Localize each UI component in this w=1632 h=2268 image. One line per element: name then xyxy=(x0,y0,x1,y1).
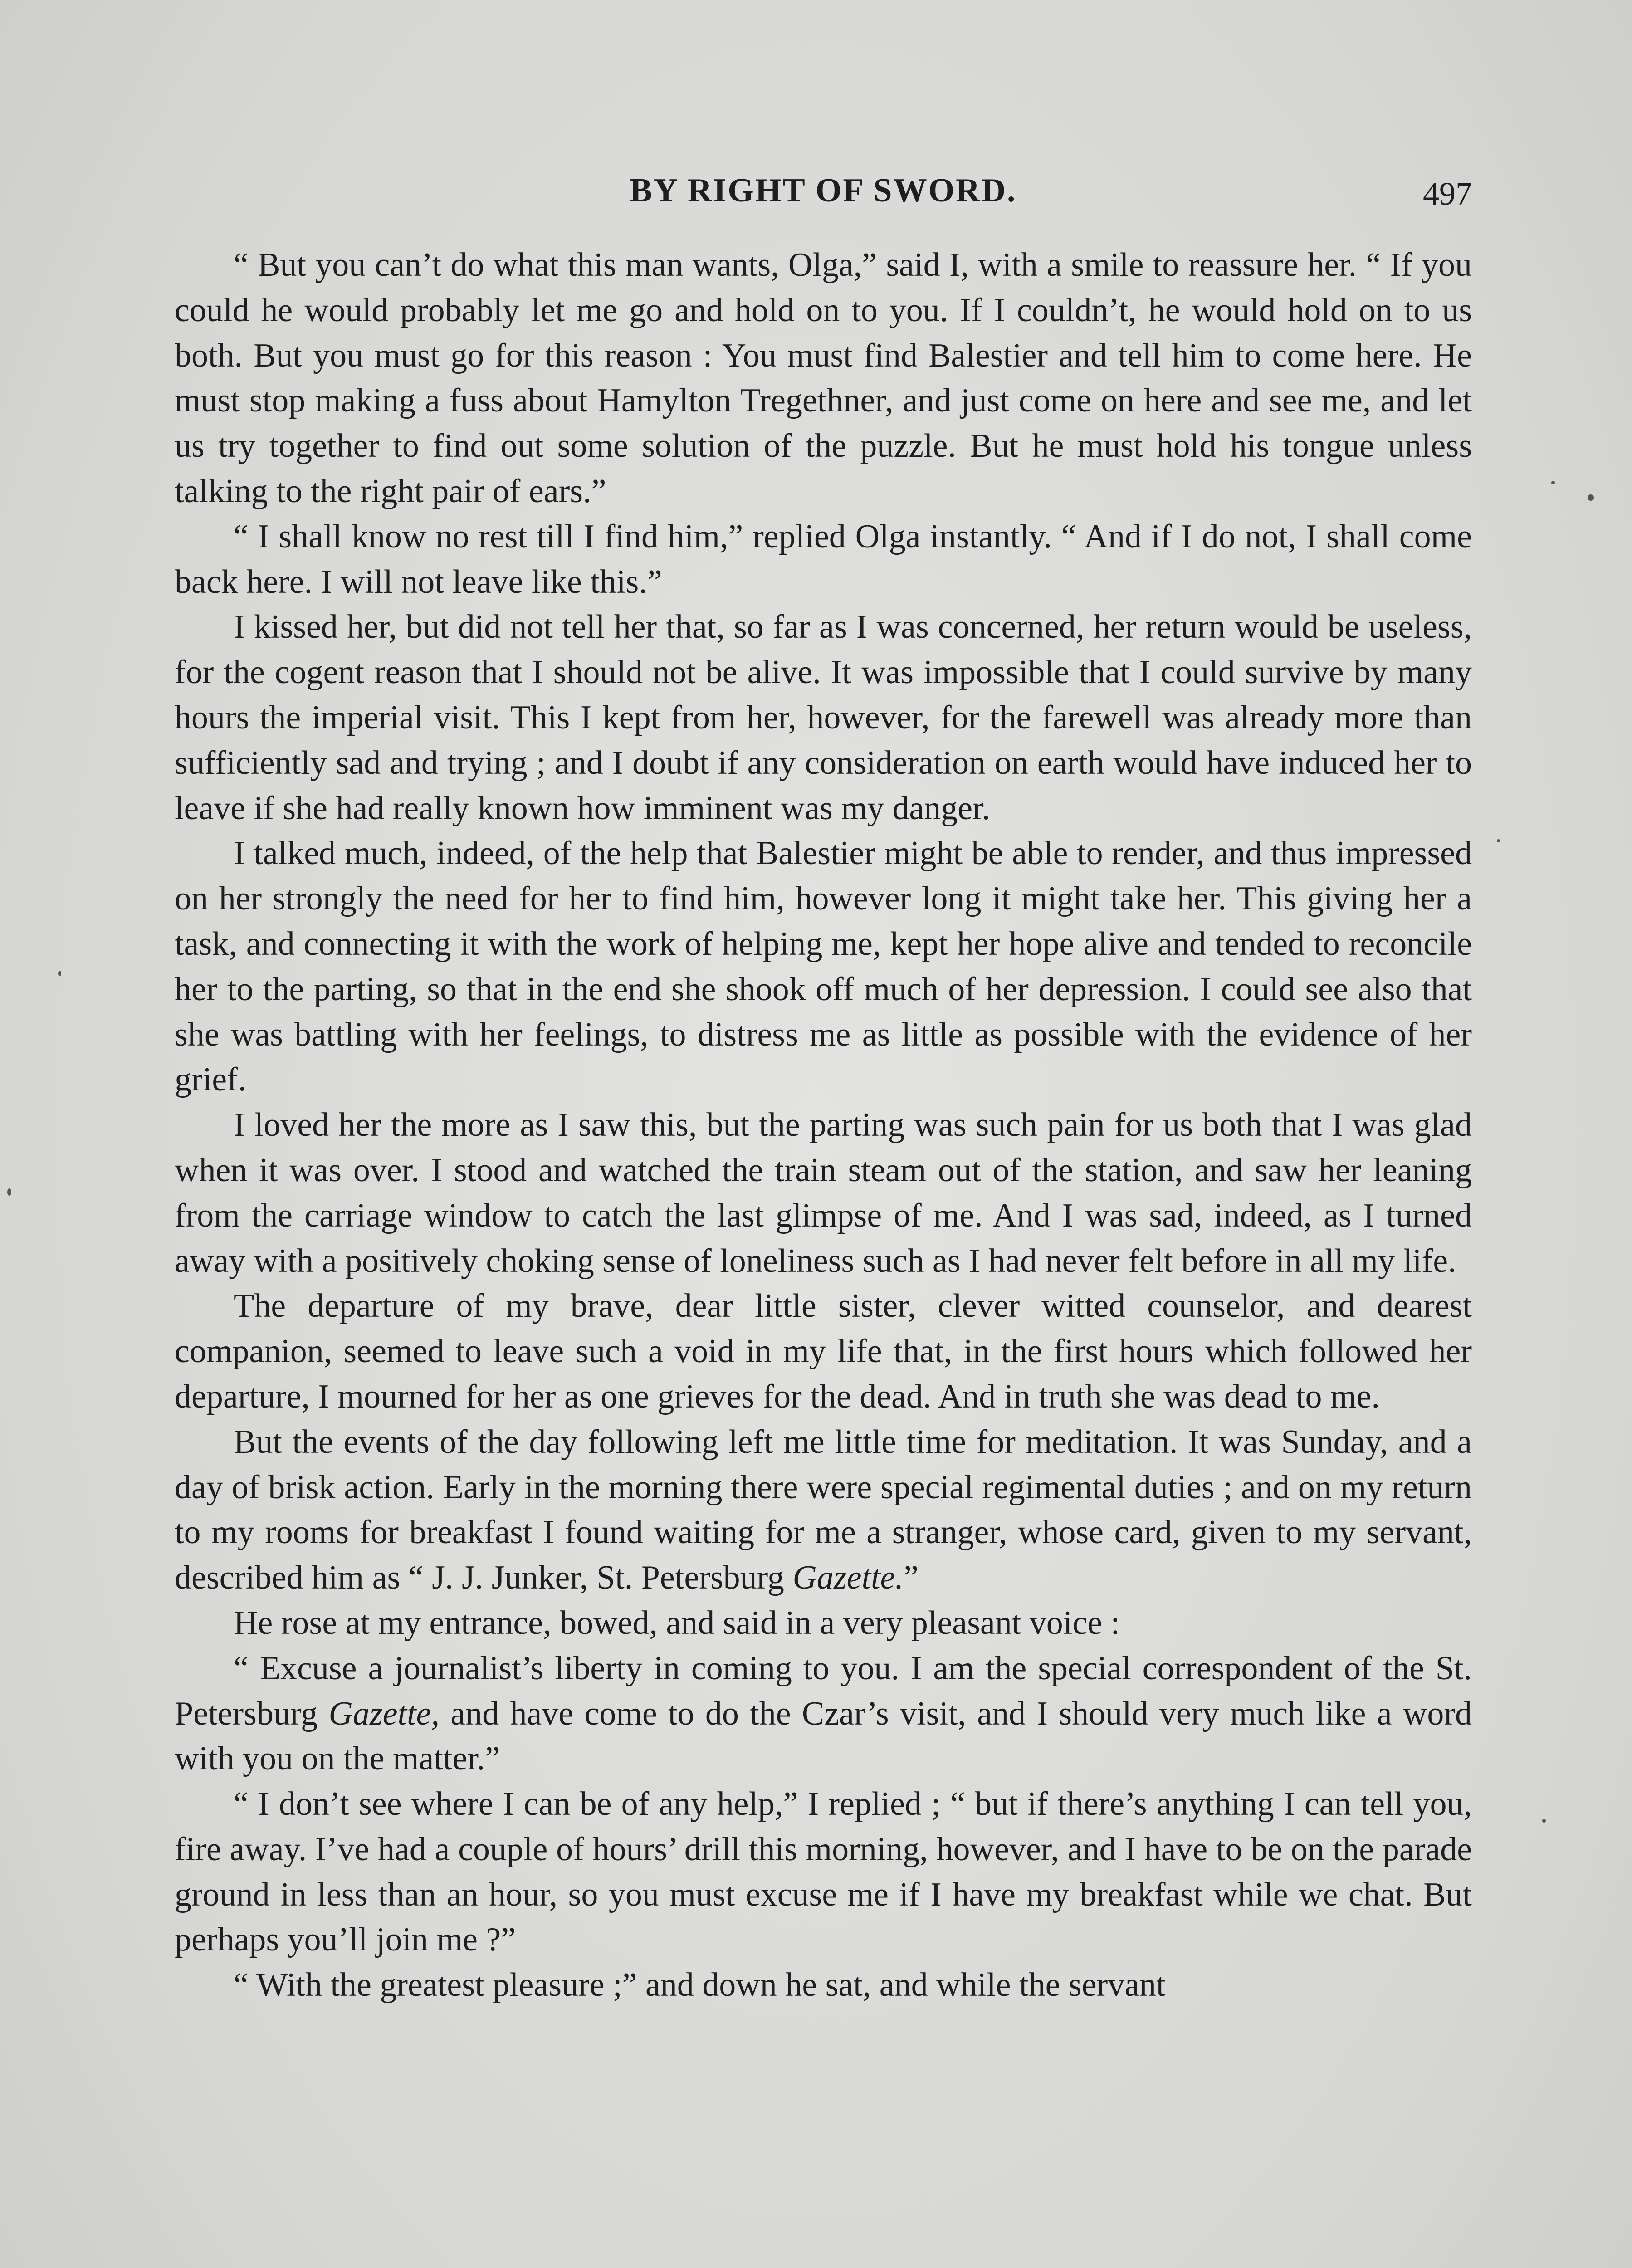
ink-speck xyxy=(1551,481,1555,484)
paragraph: He rose at my entrance, bowed, and said in a very pleasant voice : xyxy=(234,1604,1120,1642)
paragraph: But the events of the day following left me little time for meditation. It was Sunday, and a day of brisk action. Early in the morning there were special regimental duties ; and on my return to my rooms for breakfast I found waiting for me a stranger, whose card, given to my servant, described him as “ J. J. Junker, St. Petersburg Gazette.” xyxy=(175,1423,1472,1597)
ink-speck xyxy=(1497,839,1500,842)
italic-title: Gazette. xyxy=(792,1559,904,1597)
running-head xyxy=(175,171,1472,221)
paragraph: I loved her the more as I saw this, but the parting was such pain for us both that I was glad when it was over. I stood and watched the train steam out of the station, and saw her leaning from the carriage window to catch the last glimpse of me. And I was sad, indeed, as I turned away with a positively choking sense of loneliness such as I had never felt before in all my life. xyxy=(175,1106,1472,1280)
running-title: BY RIGHT OF SWORD. xyxy=(630,172,1017,209)
italic-title: Gazette, xyxy=(328,1695,440,1732)
ink-speck xyxy=(1588,494,1594,501)
paragraph: The departure of my brave, dear little sister, clever witted counselor, and dearest companion, seemed to leave such a void in my life that, in the first hours which followed her departure, I mourned for her as one grieves for the dead. And in truth she was dead to me. xyxy=(175,1287,1472,1415)
ink-speck xyxy=(7,1188,11,1196)
paragraph: “ Excuse a journalist’s liberty in coming to you. I am the special correspondent of the St. Petersburg Gazette, and have come to do the Czar’s visit, and I should very much like a word with you on the matter.” xyxy=(175,1649,1472,1778)
paragraph: “ I shall know no rest till I find him,” replied Olga instantly. “ And if I do not, I shall come back here. I will not leave like this.” xyxy=(175,518,1472,601)
paragraph: “ But you can’t do what this man wants, Olga,” said I, with a smile to reassure her. “ If you could he would probably let me go and hold on to you. If I couldn’t, he would hold on to us both. But you must go for this reason : You must find Balestier and tell him to come here. He must stop making a fuss about Hamylton Tregethner, and just come on here and see me, and let us try together to find out some solution of the puzzle. But he must hold his tongue unless talking to the right pair of ears.” xyxy=(175,246,1472,510)
paragraph: “ I don’t see where I can be of any help,” I replied ; “ but if there’s anything I can tell you, fire away. I’ve had a couple of hours’ drill this morning, however, and I have to be on the parade ground in less than an hour, so you must excuse me if I have my breakfast while we chat. But perhaps you’ll join me ?” xyxy=(175,1785,1472,1959)
paragraph: I kissed her, but did not tell her that, so far as I was concerned, her return would be useless, for the cogent reason that I should not be alive. It was impossible that I could survive by many hours the imperial visit. This I kept from her, however, for the farewell was already more than sufficiently sad and trying ; and I doubt if any consideration on earth would have induced her to leave if she had really known how imminent was my danger. xyxy=(175,608,1472,827)
ink-speck xyxy=(58,971,61,976)
ink-speck xyxy=(1542,1819,1546,1823)
paragraph: “ With the greatest pleasure ;” and down he sat, and while the servant xyxy=(234,1966,1166,2004)
body-text xyxy=(175,243,1472,2008)
page-number: 497 xyxy=(1423,176,1472,212)
paragraph: I talked much, indeed, of the help that Balestier might be able to render, and thus impressed on her strongly the need for her to find him, however long it might take her. This giving her a task, and connecting it with the work of helping me, kept her hope alive and tended to reconcile her to the parting, so that in the end she shook off much of her depression. I could see also that she was battling with her feelings, to distress me as little as possible with the evidence of her grief. xyxy=(175,835,1472,1099)
